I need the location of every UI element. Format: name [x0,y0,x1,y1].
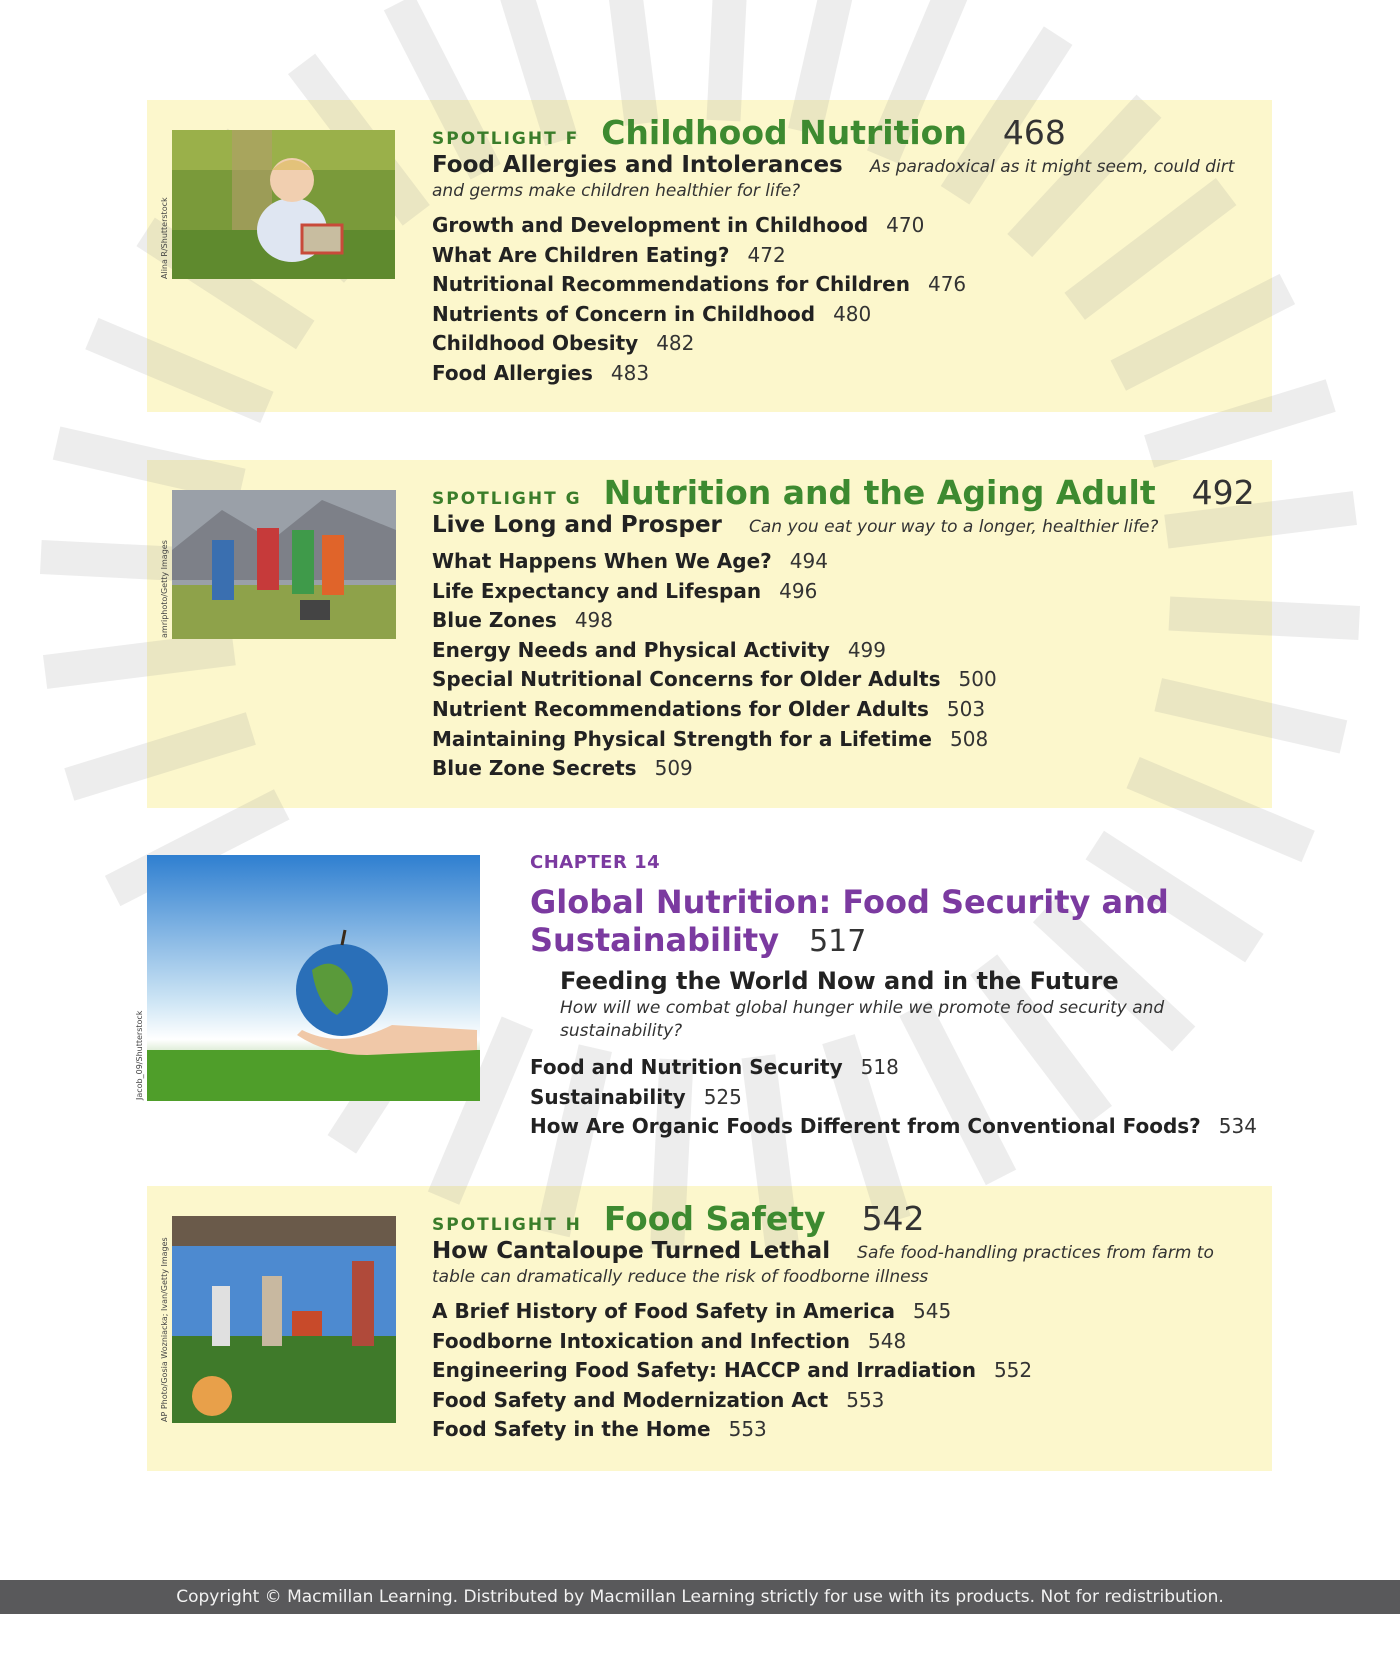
toc-item-page: 503 [946,696,986,721]
spotlight-page-number: 492 [1191,473,1255,512]
toc-item[interactable] [432,695,1262,725]
subhead-title[interactable]: How Cantaloupe Turned Lethal [432,1238,831,1264]
toc-item-title: Food Safety in the Home [432,1417,711,1442]
spotlight-h-header [432,1199,1262,1238]
spotlight-label: SPOTLIGHT F [432,129,580,149]
toc-item[interactable] [432,577,1262,607]
chapter-subhead-title[interactable]: Feeding the World Now and in the Future [560,967,1119,995]
toc-item[interactable] [432,1297,1262,1327]
toc-item-title: Growth and Development in Childhood [432,213,869,237]
toc-item-title: Food Allergies [432,360,593,385]
spotlight-title[interactable]: Childhood Nutrition [601,113,967,152]
toc-item-title: How Are Organic Foods Different from Conventional Foods? [530,1114,1201,1139]
chapter-title-line-1: Global Nutrition: Food Security and [530,883,1169,921]
toc-item[interactable] [530,1083,1270,1113]
toc-item-page: 480 [833,301,872,326]
toc-item-page: 534 [1218,1114,1257,1139]
photo-credit-g: amriphoto/Getty Images [160,540,169,638]
toc-item-title: A Brief History of Food Safety in America [432,1299,896,1323]
toc-item[interactable] [432,270,1262,300]
chapter-title-line-2-text: Sustainability [530,921,780,959]
spotlight-title[interactable]: Food Safety [603,1199,826,1238]
chapter-subhead-description: How will we combat global hunger while we promote food security and sustainability? [560,998,1165,1041]
photo-credit-h: AP Photo/Gosia Wozniacka; Ivan/Getty Images [160,1237,169,1422]
toc-item-page: 518 [860,1055,899,1079]
chapter-14-content [530,852,1270,1142]
toc-item-title: Maintaining Physical Strength for a Lifetime [432,726,932,751]
toc-item-page: 509 [654,756,693,781]
toc-item[interactable] [432,547,1262,577]
spotlight-h-content [432,1199,1262,1445]
toc-list [432,1297,1262,1445]
toc-item-page: 472 [747,242,786,267]
chapter-title-line-2 [530,921,1270,961]
toc-item-title: Blue Zones [432,608,557,633]
toc-item-page: 499 [847,637,886,662]
toc-item[interactable] [530,1112,1270,1142]
toc-item[interactable] [432,725,1262,755]
globe-apple-photo [147,855,480,1101]
toc-item[interactable] [432,636,1262,666]
subhead-description: Safe food-handling practices from farm to table can dramatically reduce the risk of foodborne illness [432,1243,1214,1287]
toc-item-page: 483 [610,360,650,385]
spotlight-g-header [432,473,1262,512]
spotlight-label: SPOTLIGHT G [432,489,582,509]
toc-item-page: 508 [950,726,989,751]
toc-item-title: Sustainability [530,1084,686,1109]
toc-item-page: 545 [913,1299,952,1323]
toc-item[interactable] [432,359,1262,389]
toc-item[interactable] [432,754,1262,784]
toc-item-title: What Are Children Eating? [432,242,730,267]
spotlight-f-header [432,113,1262,152]
toc-item-page: 552 [993,1358,1033,1383]
toc-list [530,1053,1270,1142]
toc-item-page: 553 [728,1417,767,1442]
toc-item[interactable] [432,241,1262,271]
toc-item-title: Engineering Food Safety: HACCP and Irradiation [432,1358,976,1383]
toc-item[interactable] [432,329,1262,359]
toc-list [432,547,1262,784]
toc-item-title: Childhood Obesity [432,331,639,356]
toc-item-title: Food and Nutrition Security [530,1055,843,1079]
spotlight-label: SPOTLIGHT H [432,1215,582,1235]
toc-item-title: Blue Zone Secrets [432,756,637,781]
chapter-title[interactable] [530,883,1270,961]
toc-item[interactable] [432,1327,1262,1357]
spotlight-subhead [432,1240,1262,1289]
chapter-page-number: 517 [809,924,867,959]
spotlight-g-content [432,473,1262,784]
toc-item-title: What Happens When We Age? [432,549,772,573]
toc-item-title: Nutrient Recommendations for Older Adults [432,696,929,721]
photo-credit-ch14: Jacob_09/Shutterstock [135,1010,144,1100]
toc-item[interactable] [432,1415,1262,1445]
toc-item-page: 548 [868,1328,907,1353]
subhead-description: Can you eat your way to a longer, healthier life? [749,517,1159,537]
toc-item-title: Special Nutritional Concerns for Older Adults [432,667,941,692]
hikers-photo [172,490,396,639]
toc-item-page: 500 [958,667,997,692]
farm-workers-photo [172,1216,396,1423]
spotlight-title[interactable]: Nutrition and the Aging Adult [603,473,1156,512]
toc-item[interactable] [530,1053,1270,1083]
toc-item-page: 482 [656,331,695,356]
toddler-photo [172,130,395,279]
spotlight-page-number: 468 [1002,113,1066,152]
chapter-label: CHAPTER 14 [530,852,661,873]
toc-item-page: 476 [927,272,967,297]
toc-item-page: 553 [846,1387,885,1412]
toc-list [432,211,1262,389]
subhead-title[interactable]: Live Long and Prosper [432,512,722,538]
copyright-footer: Copyright © Macmillan Learning. Distributed by Macmillan Learning strictly for use with its products. Not for redistribution. [0,1580,1400,1614]
toc-item-page: 498 [574,608,614,633]
toc-item[interactable] [432,300,1262,330]
toc-item[interactable] [432,665,1262,695]
toc-item-page: 494 [789,549,828,573]
toc-item[interactable] [432,211,1262,241]
toc-item[interactable] [432,1356,1262,1386]
chapter-subhead [560,967,1270,1043]
toc-item-title: Nutrients of Concern in Childhood [432,301,816,326]
toc-item-title: Energy Needs and Physical Activity [432,637,830,662]
toc-item-title: Food Safety and Modernization Act [432,1387,829,1412]
toc-item-page: 496 [779,578,818,603]
spotlight-f-content [432,113,1262,389]
toc-item-title: Nutritional Recommendations for Children [432,272,910,297]
subhead-title[interactable]: Food Allergies and Intolerances [432,152,843,178]
toc-item-title: Life Expectancy and Lifespan [432,578,762,603]
spotlight-subhead [432,514,1262,539]
toc-item[interactable] [432,606,1262,636]
toc-item-page: 470 [886,213,925,237]
toc-item-title: Foodborne Intoxication and Infection [432,1328,850,1353]
spotlight-subhead [432,154,1262,203]
toc-item[interactable] [432,1386,1262,1416]
photo-credit-f: Alina R/Shutterstock [160,197,169,279]
spotlight-page-number: 542 [861,1199,925,1238]
toc-item-page: 525 [703,1084,742,1109]
subhead-description: As paradoxical as it might seem, could dirt and germs make children healthier for life? [432,157,1235,201]
